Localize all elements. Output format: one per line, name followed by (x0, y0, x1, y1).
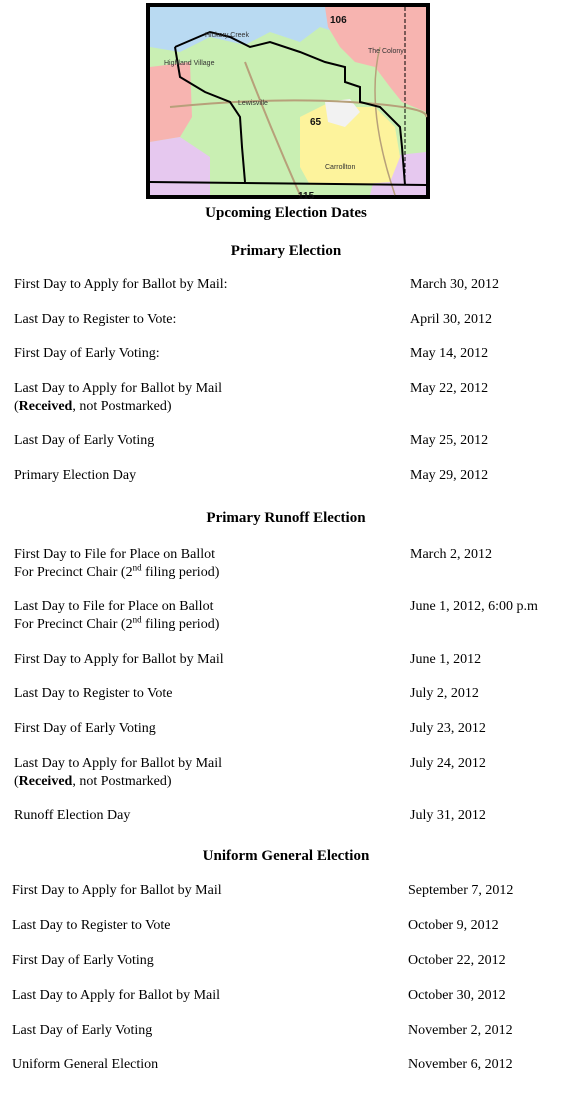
row-label: Uniform General Election (12, 1057, 159, 1072)
row-date: October 30, 2012 (408, 988, 506, 1003)
row-label-multiline (14, 755, 374, 791)
row-date: May 14, 2012 (410, 346, 489, 361)
row-label-line2-post: filing period) (141, 565, 220, 580)
row-label: Last Day to Register to Vote (12, 918, 171, 933)
row-label-line1: Last Day to Apply for Ballot by Mail (14, 756, 223, 771)
row-label: First Day to Apply for Ballot by Mail (12, 883, 222, 898)
received-emphasis: Received (18, 399, 73, 414)
ordinal-suffix: nd (132, 614, 142, 625)
row-label: Runoff Election Day (14, 808, 131, 823)
row-label-line2-post: filing period) (141, 617, 220, 632)
section-title-runoff: Primary Runoff Election (206, 510, 366, 526)
map-label-the-colony: The Colony (368, 48, 404, 55)
map-label-lewisville: Lewisville (238, 100, 268, 107)
row-label: First Day to Apply for Ballot by Mail (14, 652, 224, 667)
row-label: Last Day of Early Voting (14, 433, 155, 448)
row-label-line2-pre: For Precinct Chair (2 (14, 565, 133, 580)
section-title-general: Uniform General Election (202, 848, 370, 864)
map-label-65: 65 (310, 117, 322, 128)
row-label-line1: First Day to File for Place on Ballot (14, 547, 216, 562)
row-date: April 30, 2012 (410, 312, 493, 327)
row-label-multiline (14, 380, 374, 416)
map-label-115: 115 (298, 191, 315, 202)
map-label-106: 106 (330, 15, 347, 26)
received-emphasis: Received (18, 774, 73, 789)
row-label: Last Day of Early Voting (12, 1023, 153, 1038)
ordinal-suffix: nd (132, 562, 142, 573)
row-label-line2 (14, 616, 374, 634)
row-label-line2-rest: , not Postmarked) (72, 399, 172, 414)
row-label-line2 (14, 564, 374, 582)
row-date: November 6, 2012 (408, 1057, 513, 1072)
row-date: July 31, 2012 (410, 808, 486, 823)
row-label: First Day to Apply for Ballot by Mail: (14, 277, 228, 292)
row-date: May 29, 2012 (410, 468, 489, 483)
row-date: May 25, 2012 (410, 433, 489, 448)
row-date: July 23, 2012 (410, 721, 486, 736)
map-label-carrollton: Carrollton (325, 164, 356, 171)
row-date: June 1, 2012, 6:00 p.m (410, 599, 538, 614)
row-date: September 7, 2012 (408, 883, 514, 898)
row-date: March 2, 2012 (410, 547, 493, 562)
row-label-line1: Last Day to File for Place on Ballot (14, 599, 214, 614)
row-date: October 22, 2012 (408, 953, 506, 968)
row-label: First Day of Early Voting (14, 721, 156, 736)
row-date: May 22, 2012 (410, 381, 489, 396)
row-label-multiline (14, 546, 374, 582)
row-date: July 2, 2012 (410, 686, 479, 701)
row-date: October 9, 2012 (408, 918, 499, 933)
page-heading: Upcoming Election Dates (205, 205, 367, 221)
row-label-multiline (14, 598, 374, 634)
row-date: June 1, 2012 (410, 652, 482, 667)
row-date: March 30, 2012 (410, 277, 500, 292)
row-label: Last Day to Apply for Ballot by Mail (12, 988, 221, 1003)
row-label-line2: (Received, not Postmarked) (14, 774, 172, 789)
map-label-highland-village: Highland Village (164, 60, 215, 67)
row-label: Last Day to Register to Vote: (14, 312, 177, 327)
row-label-line2-rest: , not Postmarked) (72, 774, 172, 789)
row-label-line1: Last Day to Apply for Ballot by Mail (14, 381, 223, 396)
row-label: Last Day to Register to Vote (14, 686, 173, 701)
row-date: July 24, 2012 (410, 756, 486, 771)
row-label: First Day of Early Voting (12, 953, 154, 968)
row-label: Primary Election Day (14, 468, 137, 483)
map-label-hickory-creek: Hickory Creek (205, 32, 249, 39)
row-label-line2-pre: For Precinct Chair (2 (14, 617, 133, 632)
row-label-line2: (Received, not Postmarked) (14, 399, 172, 414)
row-date: November 2, 2012 (408, 1023, 513, 1038)
section-title-primary: Primary Election (230, 243, 342, 259)
row-label: First Day of Early Voting: (14, 346, 160, 361)
district-map-graphic (150, 7, 426, 202)
district-map (146, 3, 430, 202)
